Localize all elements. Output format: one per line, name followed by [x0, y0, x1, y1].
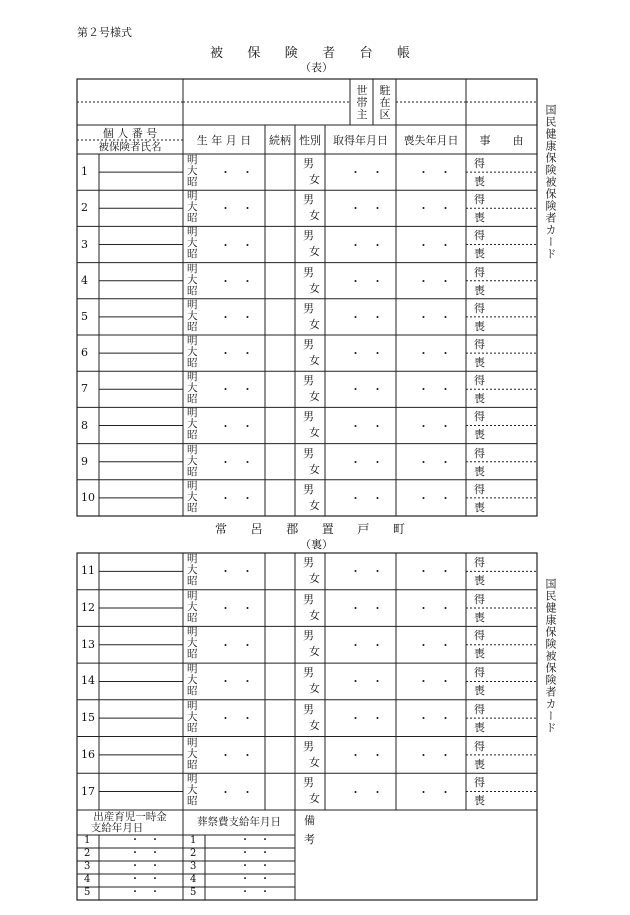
lose-date-dots: ・ ・	[418, 310, 451, 324]
grant-row-number: 5	[84, 887, 91, 898]
sex-female: 女	[309, 718, 320, 732]
era-meiji: 明	[187, 154, 198, 166]
birth-date-dots: ・ ・	[220, 166, 253, 180]
era-taisho: 大	[187, 637, 198, 650]
era-showa: 昭	[187, 721, 198, 734]
birth-date-dots: ・ ・	[220, 638, 253, 652]
row-number: 13	[81, 637, 95, 651]
grant-row-number: 3	[84, 861, 91, 872]
funeral-row-number: 4	[190, 874, 197, 885]
grant-date-dots: ・ ・	[130, 835, 160, 846]
reason-lose: 喪	[474, 574, 485, 587]
acquire-date-dots: ・ ・	[350, 310, 383, 324]
reason-lose: 喪	[474, 247, 485, 261]
era-meiji: 明	[187, 773, 198, 786]
grant-row-number: 4	[84, 874, 91, 885]
form-number: 第２号様式	[77, 26, 132, 39]
era-showa: 昭	[187, 248, 198, 261]
era-taisho: 大	[187, 309, 198, 322]
grant-date-dots: ・ ・	[130, 848, 160, 859]
page-title	[210, 42, 410, 61]
reason-lose: 喪	[474, 464, 485, 478]
reason-lose: 喪	[474, 500, 485, 514]
sex-male: 男	[303, 482, 314, 496]
era-meiji: 明	[187, 553, 198, 565]
acquire-date-dots: ・ ・	[350, 785, 383, 799]
sex-male: 男	[303, 666, 314, 680]
era-taisho: 大	[187, 418, 198, 431]
era-meiji: 明	[187, 736, 198, 749]
birth-date-dots: ・ ・	[220, 491, 253, 505]
lose-date-dots: ・ ・	[418, 166, 451, 180]
birth-date-dots: ・ ・	[220, 455, 253, 469]
era-meiji: 明	[187, 663, 198, 676]
row-number: 4	[81, 273, 88, 287]
sex-female: 女	[309, 682, 320, 696]
era-meiji: 明	[187, 190, 198, 203]
lose-date-dots: ・ ・	[418, 638, 451, 652]
chuzaiku-label: 駐 在 区	[379, 84, 391, 121]
grant-date-dots: ・ ・	[130, 887, 160, 898]
sex-male: 男	[303, 338, 314, 351]
reason-lose: 喪	[474, 794, 485, 808]
lose-date-dots: ・ ・	[418, 712, 451, 726]
era-taisho: 大	[187, 382, 198, 395]
town-name: 常 呂 郡 置 戸 町	[215, 522, 405, 536]
sex-female: 女	[309, 317, 320, 331]
row-number: 2	[81, 201, 88, 215]
title-char: 被	[210, 46, 224, 61]
row-number: 17	[81, 784, 95, 798]
sex-male: 男	[303, 556, 314, 569]
funeral-row-number: 2	[190, 848, 197, 859]
col-birth: 生 年 月 日	[196, 134, 252, 147]
birth-date-dots: ・ ・	[220, 383, 253, 397]
birth-grant-label: 出産育児一時金	[93, 811, 167, 823]
reason-acquire: 得	[474, 482, 485, 496]
birth-date-dots: ・ ・	[220, 712, 253, 726]
lose-date-dots: ・ ・	[418, 748, 451, 762]
row-number: 6	[81, 346, 88, 360]
acquire-date-dots: ・ ・	[350, 675, 383, 689]
reason-acquire: 得	[474, 338, 485, 351]
reason-lose: 喪	[474, 283, 485, 297]
era-meiji: 明	[187, 699, 198, 712]
col-kojin-bango: 個 人 番 号	[102, 127, 158, 140]
row-number: 14	[81, 674, 95, 688]
reason-acquire: 得	[474, 702, 485, 716]
col-shimei: 被保険者氏名	[98, 141, 162, 153]
era-meiji: 明	[187, 226, 198, 239]
reason-acquire: 得	[474, 446, 485, 460]
col-sex: 性別	[299, 134, 321, 147]
acquire-date-dots: ・ ・	[350, 712, 383, 726]
lose-date-dots: ・ ・	[418, 491, 451, 505]
row-number: 3	[81, 237, 88, 251]
era-showa: 昭	[187, 611, 198, 624]
era-showa: 昭	[187, 212, 198, 225]
birth-date-dots: ・ ・	[220, 565, 253, 579]
lose-date-dots: ・ ・	[418, 565, 451, 579]
era-taisho: 大	[187, 490, 198, 503]
reason-acquire: 得	[474, 776, 485, 790]
birth-date-dots: ・ ・	[220, 310, 253, 324]
era-showa: 昭	[187, 393, 198, 406]
lose-date-dots: ・ ・	[418, 602, 451, 616]
lose-date-dots: ・ ・	[418, 785, 451, 799]
sex-male: 男	[303, 739, 314, 753]
lose-date-dots: ・ ・	[418, 383, 451, 397]
acquire-date-dots: ・ ・	[350, 274, 383, 288]
lose-date-dots: ・ ・	[418, 202, 451, 216]
era-meiji: 明	[187, 262, 198, 275]
row-number: 9	[81, 454, 88, 468]
front-label: （表）	[300, 61, 333, 74]
sex-male: 男	[303, 374, 314, 388]
sex-male: 男	[303, 410, 314, 424]
era-taisho: 大	[187, 674, 198, 687]
grant-date-dots: ・ ・	[130, 861, 160, 872]
sex-male: 男	[303, 446, 314, 460]
reason-acquire: 得	[474, 739, 485, 753]
era-taisho: 大	[187, 273, 198, 286]
side-label-back: 国民健康保険被保険者カード	[544, 578, 557, 734]
sex-female: 女	[309, 608, 320, 622]
reason-acquire: 得	[474, 629, 485, 643]
reason-lose: 喪	[474, 428, 485, 442]
sex-male: 男	[303, 265, 314, 279]
era-showa: 昭	[187, 501, 198, 514]
era-showa: 昭	[187, 758, 198, 771]
acquire-date-dots: ・ ・	[350, 455, 383, 469]
sex-male: 男	[303, 157, 314, 170]
lose-date-dots: ・ ・	[418, 347, 451, 361]
funeral-date-dots: ・ ・	[240, 874, 270, 885]
era-taisho: 大	[187, 346, 198, 358]
title-char: 者	[322, 46, 336, 61]
title-char: 帳	[396, 46, 410, 61]
era-showa: 昭	[187, 429, 198, 442]
acquire-date-dots: ・ ・	[350, 419, 383, 433]
reason-lose: 喪	[474, 647, 485, 661]
title-char: 台	[359, 46, 373, 61]
reason-lose: 喪	[474, 319, 485, 333]
remarks-label-1: 備	[304, 814, 315, 827]
era-showa: 昭	[187, 648, 198, 661]
funeral-row-number: 3	[190, 861, 197, 872]
era-meiji: 明	[187, 335, 198, 347]
sex-female: 女	[309, 281, 320, 295]
acquire-date-dots: ・ ・	[350, 491, 383, 505]
birth-grant-date-label: 支給年月日	[90, 822, 144, 834]
sex-female: 女	[309, 354, 320, 367]
row-number: 11	[81, 564, 95, 578]
birth-date-dots: ・ ・	[220, 602, 253, 616]
era-meiji: 明	[187, 298, 198, 311]
title-char: 険	[284, 46, 298, 61]
row-number: 1	[81, 165, 88, 179]
era-taisho: 大	[187, 747, 198, 760]
sex-female: 女	[309, 755, 320, 769]
era-meiji: 明	[187, 626, 198, 639]
funeral-date-dots: ・ ・	[240, 861, 270, 872]
era-taisho: 大	[187, 454, 198, 467]
reason-lose: 喪	[474, 211, 485, 225]
funeral-row-number: 1	[190, 835, 197, 846]
birth-date-dots: ・ ・	[220, 675, 253, 689]
era-showa: 昭	[187, 176, 198, 188]
era-taisho: 大	[187, 564, 198, 576]
row-number: 16	[81, 747, 95, 761]
col-reason: 事 由	[479, 134, 524, 147]
acquire-date-dots: ・ ・	[350, 166, 383, 180]
reason-acquire: 得	[474, 666, 485, 680]
reason-acquire: 得	[474, 374, 485, 388]
sex-female: 女	[309, 209, 320, 223]
acquire-date-dots: ・ ・	[350, 602, 383, 616]
birth-date-dots: ・ ・	[220, 274, 253, 288]
lose-date-dots: ・ ・	[418, 455, 451, 469]
birth-date-dots: ・ ・	[220, 347, 253, 361]
reason-acquire: 得	[474, 556, 485, 569]
row-number: 12	[81, 601, 95, 615]
remarks-label-2: 考	[304, 833, 315, 846]
era-meiji: 明	[187, 443, 198, 456]
sex-female: 女	[309, 390, 320, 404]
lose-date-dots: ・ ・	[418, 419, 451, 433]
sex-female: 女	[309, 792, 320, 806]
acquire-date-dots: ・ ・	[350, 383, 383, 397]
col-lose: 喪失年月日	[403, 134, 459, 147]
era-meiji: 明	[187, 589, 198, 602]
funeral-date-dots: ・ ・	[240, 887, 270, 898]
grant-row-number: 1	[84, 835, 91, 846]
title-char: 保	[247, 46, 261, 61]
era-showa: 昭	[187, 284, 198, 297]
funeral-label: 葬祭費支給年月日	[197, 816, 281, 828]
reason-acquire: 得	[474, 193, 485, 207]
era-showa: 昭	[187, 795, 198, 808]
sex-female: 女	[309, 645, 320, 659]
birth-date-dots: ・ ・	[220, 202, 253, 216]
funeral-date-dots: ・ ・	[240, 848, 270, 859]
reason-lose: 喪	[474, 610, 485, 624]
reason-lose: 喪	[474, 720, 485, 734]
era-taisho: 大	[187, 237, 198, 250]
setainushi-label: 世 帯 主	[356, 84, 368, 121]
row-number: 15	[81, 711, 95, 725]
era-showa: 昭	[187, 465, 198, 478]
sex-male: 男	[303, 776, 314, 790]
grant-date-dots: ・ ・	[130, 874, 160, 885]
reason-acquire: 得	[474, 410, 485, 424]
era-showa: 昭	[187, 685, 198, 698]
reason-lose: 喪	[474, 175, 485, 188]
acquire-date-dots: ・ ・	[350, 638, 383, 652]
col-acquire: 取得年月日	[333, 134, 388, 147]
sex-male: 男	[303, 229, 314, 243]
era-taisho: 大	[187, 784, 198, 797]
grant-row-number: 2	[84, 848, 91, 859]
reason-lose: 喪	[474, 356, 485, 369]
birth-date-dots: ・ ・	[220, 238, 253, 252]
birth-date-dots: ・ ・	[220, 748, 253, 762]
era-meiji: 明	[187, 407, 198, 420]
funeral-date-dots: ・ ・	[240, 835, 270, 846]
reason-acquire: 得	[474, 157, 485, 170]
acquire-date-dots: ・ ・	[350, 748, 383, 762]
reason-acquire: 得	[474, 265, 485, 279]
era-taisho: 大	[187, 201, 198, 214]
acquire-date-dots: ・ ・	[350, 238, 383, 252]
col-relation: 続柄	[269, 134, 291, 147]
era-taisho: 大	[187, 710, 198, 723]
birth-date-dots: ・ ・	[220, 785, 253, 799]
sex-male: 男	[303, 301, 314, 315]
acquire-date-dots: ・ ・	[350, 565, 383, 579]
sex-male: 男	[303, 592, 314, 606]
era-showa: 昭	[187, 320, 198, 333]
row-number: 5	[81, 309, 88, 323]
lose-date-dots: ・ ・	[418, 238, 451, 252]
acquire-date-dots: ・ ・	[350, 202, 383, 216]
reason-acquire: 得	[474, 229, 485, 243]
reason-lose: 喪	[474, 757, 485, 771]
side-label-front: 国民健康保険被保険者カード	[544, 104, 557, 260]
funeral-row-number: 5	[190, 887, 197, 898]
row-number: 10	[81, 490, 95, 504]
era-showa: 昭	[187, 575, 198, 587]
row-number: 7	[81, 382, 88, 396]
reason-acquire: 得	[474, 592, 485, 606]
back-label: （裏）	[300, 538, 333, 551]
reason-acquire: 得	[474, 301, 485, 315]
sex-female: 女	[309, 245, 320, 259]
row-number: 8	[81, 418, 88, 432]
reason-lose: 喪	[474, 392, 485, 406]
era-meiji: 明	[187, 479, 198, 492]
lose-date-dots: ・ ・	[418, 274, 451, 288]
sex-female: 女	[309, 462, 320, 476]
era-showa: 昭	[187, 357, 198, 369]
lose-date-dots: ・ ・	[418, 675, 451, 689]
era-taisho: 大	[187, 165, 198, 177]
sex-female: 女	[309, 572, 320, 585]
sex-female: 女	[309, 498, 320, 512]
birth-date-dots: ・ ・	[220, 419, 253, 433]
era-taisho: 大	[187, 600, 198, 613]
sex-male: 男	[303, 193, 314, 207]
reason-lose: 喪	[474, 684, 485, 698]
sex-male: 男	[303, 629, 314, 643]
sex-female: 女	[309, 173, 320, 186]
sex-female: 女	[309, 426, 320, 440]
acquire-date-dots: ・ ・	[350, 347, 383, 361]
sex-male: 男	[303, 702, 314, 716]
era-meiji: 明	[187, 371, 198, 384]
